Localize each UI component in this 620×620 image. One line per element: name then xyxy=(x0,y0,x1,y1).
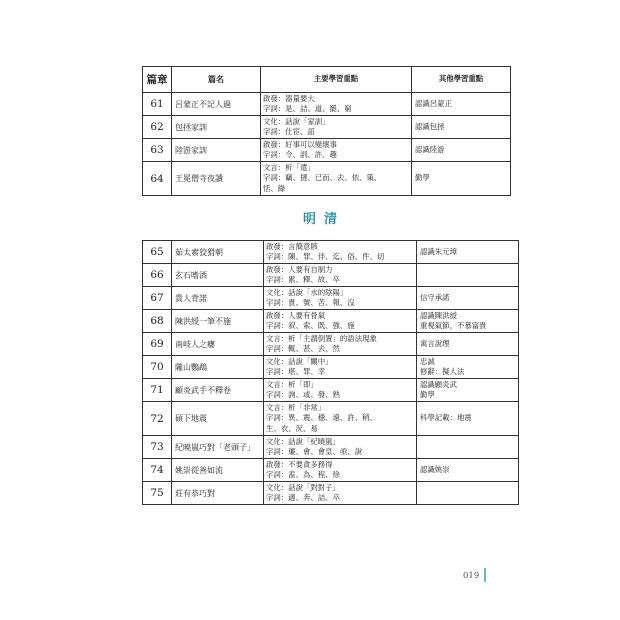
lesson-table-1 xyxy=(142,66,511,196)
table-row xyxy=(143,356,519,379)
main-point-line: 文化：話說「水的陰陽」 xyxy=(266,287,348,297)
chapter-title: 顧炎武手不釋卷 xyxy=(172,379,264,402)
other-point-line: 科學記載：地震 xyxy=(420,413,472,423)
main-point-line: 啟發：人要有骨氣 xyxy=(266,310,326,320)
other-point-line: 忠誠 xyxy=(420,356,435,366)
main-points-cell xyxy=(264,356,417,379)
table-row xyxy=(143,139,511,162)
main-points-cell xyxy=(264,402,417,436)
table-row xyxy=(143,436,519,459)
lesson-table-2 xyxy=(142,240,519,505)
other-point-line: 認識陳洪綬 xyxy=(420,310,457,320)
chapter-title: 隴山鸚鵡 xyxy=(172,356,264,379)
other-point-line: 重視氣節，不慕富貴 xyxy=(420,321,487,330)
main-points-cell xyxy=(264,310,417,333)
main-point-line: 啟發：器量要大 xyxy=(263,93,315,103)
other-points-cell xyxy=(417,333,519,356)
table-body-2 xyxy=(143,241,519,505)
chapter-number: 70 xyxy=(143,356,172,379)
main-point-line: 字詞：盍、為、程、徐 xyxy=(266,470,340,479)
table-row xyxy=(143,93,511,116)
main-points-cell xyxy=(261,162,412,196)
other-point-line: 寓言說理 xyxy=(420,338,450,348)
table-row xyxy=(143,333,519,356)
chapter-title: 包拯家訓 xyxy=(172,116,261,139)
chapter-number: 74 xyxy=(143,459,172,482)
other-point-line: 勤學 xyxy=(420,390,435,399)
other-points-cell xyxy=(417,482,519,505)
main-point-line: 恬、綠 xyxy=(263,183,286,193)
main-point-line: 字詞：是、詰、道、罷、窮 xyxy=(263,104,352,113)
other-points-cell xyxy=(412,116,511,139)
chapter-title: 呂蒙正不記人過 xyxy=(172,93,261,116)
main-point-line: 文言：析「遣」 xyxy=(263,162,315,172)
chapter-title: 南岐人之癭 xyxy=(172,333,264,356)
chapter-title: 貴人背諾 xyxy=(172,287,264,310)
main-point-line: 啟發：好事可以變壞事 xyxy=(263,139,337,149)
chapter-title: 茹太素狡猾朝 xyxy=(172,241,264,264)
main-point-line: 文化：話說「家訓」 xyxy=(263,116,330,126)
main-points-cell xyxy=(264,287,417,310)
header-other-points: 其他學習重點 xyxy=(412,67,511,93)
chapter-number: 71 xyxy=(143,379,172,402)
chapter-number: 63 xyxy=(143,139,172,162)
other-points-cell xyxy=(412,139,511,162)
other-points-cell xyxy=(417,459,519,482)
table-row xyxy=(143,402,519,436)
other-point-line: 認識呂蒙正 xyxy=(415,98,452,108)
chapter-title: 碩下地震 xyxy=(172,402,264,436)
other-point-line: 勤學 xyxy=(415,173,430,183)
main-point-line: 字詞：令、訓、許、趣 xyxy=(263,150,337,159)
chapter-number: 73 xyxy=(143,436,172,459)
main-point-line: 字詞：貴、號、苦、報、沒 xyxy=(266,298,355,307)
other-points-cell xyxy=(417,356,519,379)
main-point-line: 啟發：不要貪多務得 xyxy=(266,459,333,469)
main-point-line: 文言：析「即」 xyxy=(266,379,318,389)
table-row xyxy=(143,287,519,310)
other-points-cell xyxy=(417,264,519,287)
other-point-line: 信守承諾 xyxy=(420,292,450,302)
other-points-cell xyxy=(417,241,519,264)
chapter-number: 66 xyxy=(143,264,172,287)
main-point-line: 字詞：廉、會、會皇、亟、說 xyxy=(266,447,363,456)
chapter-number: 62 xyxy=(143,116,172,139)
main-point-line: 文化：話說「對對子」 xyxy=(266,482,340,492)
chapter-number: 75 xyxy=(143,482,172,505)
main-points-cell xyxy=(264,436,417,459)
other-point-line: 認識顧炎武 xyxy=(420,379,457,389)
main-point-line: 啟發：人要有自制力 xyxy=(266,264,333,274)
page-number: 019 xyxy=(463,571,480,581)
main-point-line: 字詞：適、奔、詰、卒 xyxy=(266,493,340,502)
table-row xyxy=(143,116,511,139)
header-chapter: 篇章 xyxy=(143,67,172,93)
chapter-title: 玄石嗜酒 xyxy=(172,264,264,287)
main-point-line: 文言：析「主謂倒置」的語法現象 xyxy=(266,333,377,343)
other-points-cell xyxy=(417,287,519,310)
chapter-title: 陳洪綬一筆不施 xyxy=(172,310,264,333)
other-point-line: 修辭：擬人法 xyxy=(420,367,465,376)
table-header-row xyxy=(143,67,511,93)
other-point-line: 認識包拯 xyxy=(415,121,445,131)
main-point-line: 文化：話說「紀曉嵐」 xyxy=(266,436,340,446)
chapter-title: 姚崇從善如流 xyxy=(172,459,264,482)
main-points-cell xyxy=(264,333,417,356)
other-point-line: 認識陸游 xyxy=(415,144,445,154)
chapter-title: 王冕僧寺夜讀 xyxy=(172,162,261,196)
other-points-cell xyxy=(412,93,511,116)
table-row xyxy=(143,162,511,196)
main-points-cell xyxy=(264,459,417,482)
chapter-title: 陸游家訓 xyxy=(172,139,261,162)
chapter-number: 69 xyxy=(143,333,172,356)
main-point-line: 字詞：累、釋、故、卒 xyxy=(266,275,340,284)
main-point-line: 字詞：仕宦、詔 xyxy=(263,127,315,136)
other-points-cell xyxy=(417,379,519,402)
table-row xyxy=(143,241,519,264)
chapter-title: 莊有恭巧對 xyxy=(172,482,264,505)
main-points-cell xyxy=(264,482,417,505)
page-number-bar xyxy=(484,568,486,582)
main-point-line: 字詞：輒、甚、去、然 xyxy=(266,344,340,353)
main-point-line: 字詞：堪、罪、幸 xyxy=(266,367,326,376)
main-point-line: 文言：析「非常」 xyxy=(266,402,326,412)
other-points-cell xyxy=(417,402,519,436)
main-points-cell xyxy=(264,264,417,287)
table-row xyxy=(143,379,519,402)
table-row xyxy=(143,482,519,505)
main-points-cell xyxy=(264,379,417,402)
main-point-line: 啟發：言簡意賅 xyxy=(266,241,318,251)
chapter-number: 61 xyxy=(143,93,172,116)
chapter-number: 67 xyxy=(143,287,172,310)
main-point-line: 字詞：陳、罪、伴、迄、俗、件、切 xyxy=(266,252,385,261)
main-points-cell xyxy=(264,241,417,264)
chapter-number: 68 xyxy=(143,310,172,333)
main-points-cell xyxy=(261,116,412,139)
other-point-line: 認識姚崇 xyxy=(420,464,450,474)
other-points-cell xyxy=(417,436,519,459)
main-points-cell xyxy=(261,93,412,116)
table-row xyxy=(143,459,519,482)
main-point-line: 字詞：叙、索、既、強、施 xyxy=(266,321,355,330)
main-point-line: 字詞：異、震、穩、遠、許、稍、 xyxy=(266,413,377,423)
chapter-number: 64 xyxy=(143,162,172,196)
chapter-number: 72 xyxy=(143,402,172,436)
table-body-1 xyxy=(143,93,511,196)
chapter-number: 65 xyxy=(143,241,172,264)
other-point-line: 認識朱元璋 xyxy=(420,246,457,256)
main-point-line: 生、衣、況、易 xyxy=(266,423,318,433)
main-point-line: 字詞：竊、撻、已而、去、依、策、 xyxy=(263,173,382,183)
main-point-line: 字詞：詢、或、發、熟 xyxy=(266,390,340,399)
table-row xyxy=(143,264,519,287)
section-title: 明清 xyxy=(302,212,345,227)
chapter-title: 紀曉嵐巧對「老頭子」 xyxy=(172,436,264,459)
other-points-cell xyxy=(417,310,519,333)
header-title: 篇名 xyxy=(172,67,261,93)
table-row xyxy=(143,310,519,333)
main-points-cell xyxy=(261,139,412,162)
main-point-line: 文化：話說「關中」 xyxy=(266,356,333,366)
other-points-cell xyxy=(412,162,511,196)
header-main-points: 主要學習重點 xyxy=(261,67,412,93)
